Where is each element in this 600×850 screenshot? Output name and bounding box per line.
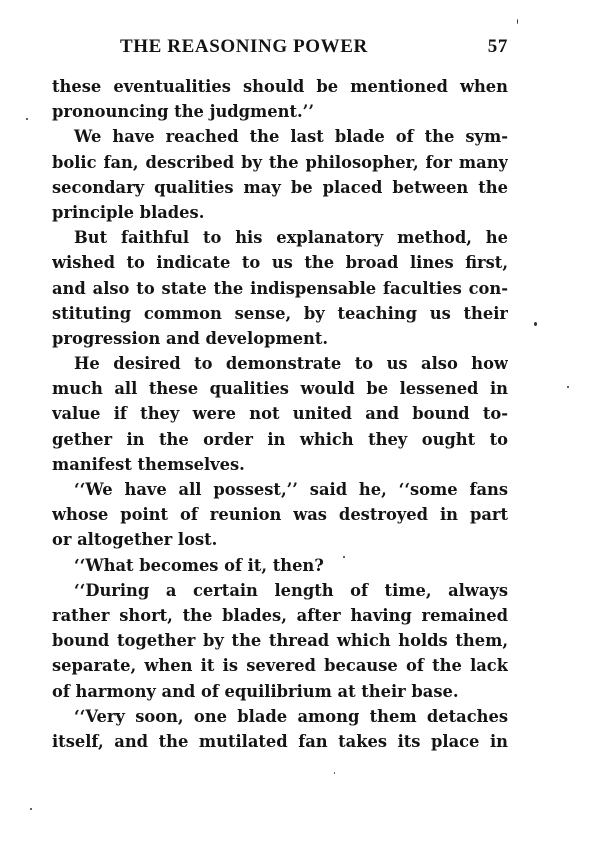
- scan-speck: [534, 322, 537, 326]
- text-line: separate, when it is severed because of the lack: [52, 656, 508, 676]
- text-line: bolic fan, described by the philosopher, for many: [52, 152, 508, 172]
- text-line: principle blades.: [52, 202, 205, 222]
- scan-speck: [30, 808, 32, 810]
- text-line: progression and development.: [52, 328, 329, 348]
- book-page: [52, 34, 508, 754]
- text-line: pronouncing the judgment.’’: [52, 102, 315, 122]
- text-line: wished to indicate to us the broad lines first,: [52, 253, 508, 273]
- text-line: value if they were not united and bound to-: [52, 404, 508, 424]
- text-line: ‘‘What becomes of it, then?: [74, 555, 324, 575]
- text-line: We have reached the last blade of the sym-: [74, 127, 508, 147]
- text-line: bound together by the thread which holds them,: [52, 631, 508, 651]
- text-line: of harmony and of equilibrium at their base.: [52, 681, 459, 701]
- text-line: But faithful to his explanatory method, he: [74, 228, 508, 248]
- body-text: [52, 74, 508, 754]
- text-line: much all these qualities would be lessened in: [52, 379, 508, 399]
- scan-speck: [334, 772, 335, 774]
- scan-speck: [567, 386, 569, 388]
- running-head: [52, 34, 508, 64]
- text-line: ‘‘We have all possest,’’ said he, ‘‘some fans: [74, 480, 508, 499]
- text-line: ‘‘During a certain length of time, always: [74, 580, 508, 600]
- text-line: secondary qualities may be placed between the: [52, 177, 508, 197]
- scan-speck: [517, 19, 518, 24]
- text-line: or altogether lost.: [52, 530, 218, 550]
- page-number: 57: [487, 36, 508, 57]
- text-line: stituting common sense, by teaching us their: [52, 303, 508, 323]
- text-line: gether in the order in which they ought to: [52, 429, 508, 449]
- text-line: these eventualities should be mentioned when: [52, 77, 508, 96]
- text-line: manifest themselves.: [52, 454, 245, 474]
- text-line: and also to state the indispensable faculties con-: [52, 278, 508, 298]
- text-line: ‘‘Very soon, one blade among them detaches: [74, 706, 508, 726]
- text-line: whose point of reunion was destroyed in part: [52, 505, 508, 525]
- scan-speck: [343, 556, 345, 558]
- text-line: He desired to demonstrate to us also how: [74, 354, 508, 374]
- text-line: itself, and the mutilated fan takes its place in: [52, 731, 508, 751]
- scan-speck: [26, 118, 28, 120]
- chapter-title: THE REASONING POWER: [120, 36, 368, 57]
- text-line: rather short, the blades, after having remained: [52, 605, 508, 625]
